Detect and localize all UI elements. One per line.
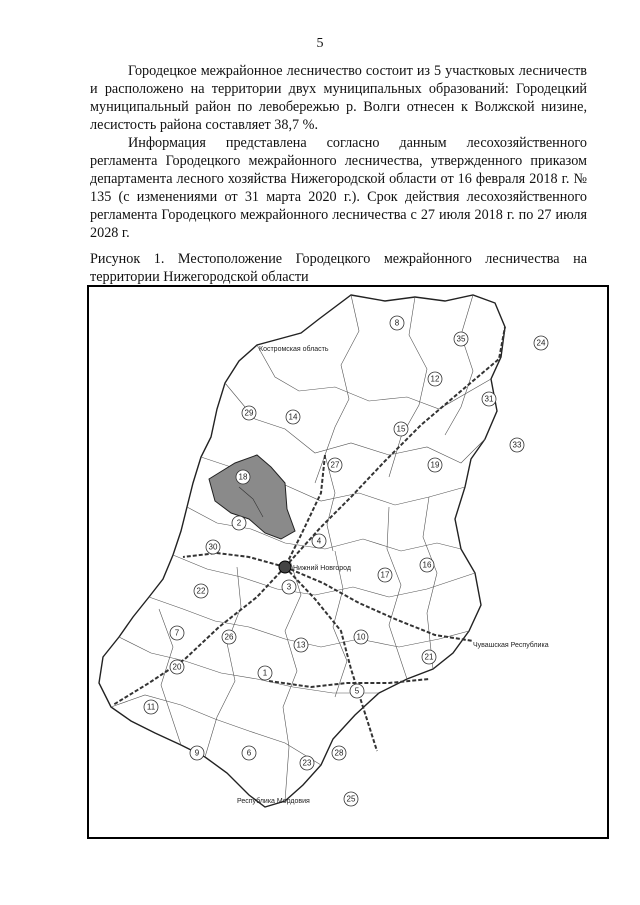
district-number: 29 <box>244 408 254 418</box>
chuvash-republic-label: Чувашская Республика <box>473 642 549 649</box>
district-number: 11 <box>146 702 156 712</box>
nizhny-novgorod-city-marker <box>279 561 291 573</box>
mordovia-republic-label: Республика Мордовия <box>237 798 310 805</box>
kostroma-region-label: Костромская область <box>259 346 329 353</box>
district-number: 20 <box>172 662 182 672</box>
district-number: 8 <box>394 318 400 328</box>
district-number: 16 <box>422 560 432 570</box>
district-number: 30 <box>208 542 218 552</box>
district-number: 13 <box>296 640 306 650</box>
district-number: 27 <box>330 460 340 470</box>
district-number: 19 <box>430 460 440 470</box>
nizhny-novgorod-label: Нижний Новгород <box>293 565 351 572</box>
district-number: 17 <box>380 570 390 580</box>
paragraph: Городецкое межрайонное лесничество состоит из 5 участковых лесничеств и расположено на территории двух муниципальных образований: Городецкий муниципальный район по левобережью р. Волги отнесен к Волжской низине, лесистость района составляет 38,7 %. <box>90 63 587 133</box>
paragraph: Информация представлена согласно данным лесохозяйственного регламента Городецкого межрайонного лесничества, утвержденного приказом департамента лесного хозяйства Нижегородской области от 16 февраля 2018 г. № 135 (с изменениями от 31 марта 2020 г.). Срок действия лесохозяйственного регламента Городецкого межрайонного лесничества с 27 июля 2018 г. по 27 июля 2028 г. <box>90 135 587 241</box>
district-number: 28 <box>334 748 344 758</box>
figure-caption: Рисунок 1. Местоположение Городецкого межрайонного лесничества на территории Нижегородской области <box>90 251 587 285</box>
page-number: 5 <box>316 36 324 51</box>
district-number: 9 <box>194 748 200 758</box>
district-number: 12 <box>430 374 440 384</box>
district-number: 24 <box>536 338 546 348</box>
region-map <box>87 285 609 839</box>
district-number: 18 <box>238 472 248 482</box>
district-number: 22 <box>196 586 206 596</box>
district-number: 6 <box>246 748 252 758</box>
district-number: 5 <box>354 686 360 696</box>
district-number: 4 <box>316 536 322 546</box>
district-number: 21 <box>424 652 434 662</box>
district-number: 1 <box>262 668 268 678</box>
district-number: 31 <box>484 394 494 404</box>
district-number: 7 <box>174 628 180 638</box>
district-number: 25 <box>346 794 356 804</box>
body-text <box>90 62 587 242</box>
district-number: 2 <box>236 518 242 528</box>
district-number: 26 <box>224 632 234 642</box>
district-number: 35 <box>456 334 466 344</box>
region-outline <box>99 295 505 807</box>
district-number: 33 <box>512 440 522 450</box>
map-canvas <box>89 287 607 837</box>
district-number: 15 <box>396 424 406 434</box>
district-number: 14 <box>288 412 298 422</box>
district-number: 10 <box>356 632 366 642</box>
district-number: 3 <box>286 582 292 592</box>
district-number: 23 <box>302 758 312 768</box>
